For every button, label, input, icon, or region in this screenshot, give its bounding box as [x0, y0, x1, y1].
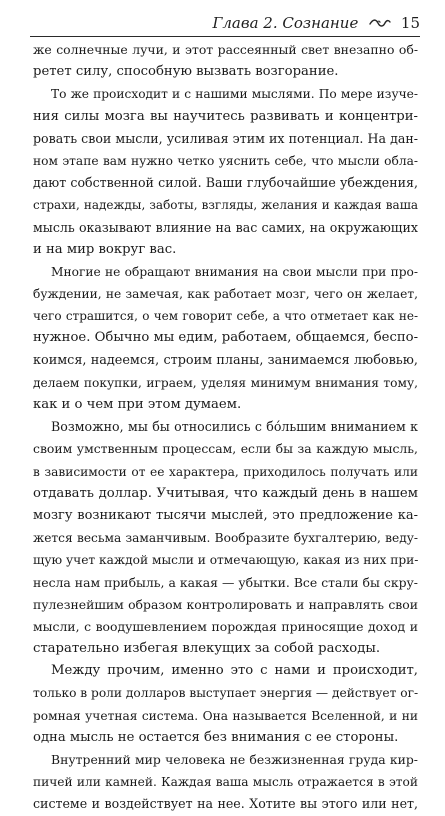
text-line: одна мысль не остается без внимания с ее стороны. [33, 729, 399, 745]
text-line: дают собственной силой. Ваши глубочайшие убеждения, [33, 175, 418, 191]
text-line: отдавать доллар. Учитывая, что каждый день в нашем [33, 485, 418, 501]
chapter-label: Глава 2. [212, 14, 278, 32]
text-line: ния силы мозга вы научитесь развивать и концентри- [33, 108, 418, 124]
text-line: Возможно, мы бы относились с бо́льшим вниманием к [51, 419, 418, 435]
text-line: системе и воздействует на нее. Хотите вы этого или нет, [33, 796, 418, 812]
text-line: ретет силу, способную вызвать возгорание. [33, 64, 339, 80]
text-line: Многие не обращают внимания на свои мысли при про- [51, 264, 418, 279]
text-line: Внутренний мир человека не безжизненная груда кир- [51, 752, 418, 767]
page-number: 15 [400, 14, 420, 32]
text-line: То же происходит и с нашими мыслями. По мере изуче- [51, 87, 418, 102]
text-line: и на мир вокруг вас. [33, 241, 177, 257]
text-line: как и о чем при этом думаем. [33, 397, 242, 412]
text-line: в зависимости от ее характера, приходилось получать или [33, 464, 418, 479]
text-line: мысли, с воодушевлением порождая приносящие доход и [33, 618, 418, 634]
text-line: пулезнейшим образом контролировать и направлять свои [33, 596, 418, 612]
body-text [33, 39, 418, 816]
text-line: нужное. Обычно мы едим, работаем, общаемся, беспо- [33, 330, 418, 346]
text-line: ромная учетная система. Она называется Вселенной, и ни [33, 708, 418, 723]
text-line: только в роли долларов выступает энергия — действует ог- [33, 686, 418, 701]
text-line: Между прочим, именно это с нами и происходит, [51, 663, 418, 679]
text-line: же солнечные лучи, и этот рассеянный свет внезапно об- [33, 42, 418, 57]
text-line: пичей или камней. Каждая ваша мысль отражается в этой [33, 775, 418, 790]
text-line: страхи, надежды, заботы, взгляды, желания и каждая ваша [33, 198, 418, 213]
text-line: ном этапе вам нужно четко уяснить себе, что мысли обла- [33, 153, 418, 168]
text-line: жется весьма заманчивым. Вообразите бухгалтерию, веду- [33, 531, 418, 546]
text-line: несла нам прибыль, а какая — убытки. Все стали бы скру- [33, 574, 418, 590]
section-title: Сознание [282, 14, 359, 32]
running-head-text [212, 14, 420, 33]
text-line: буждении, не замечая, как работает мозг, чего он желает, [33, 287, 418, 302]
text-line: старательно избегая влекущих за собой расходы. [33, 641, 381, 657]
text-line: мозгу возникают тысячи мыслей, это предложение ка- [33, 507, 418, 523]
text-line: коимся, надеемся, строим планы, занимаемся любовью, [33, 352, 418, 368]
text-line: своим умственным процессам, если бы за каждую мысль, [33, 441, 418, 457]
running-head [30, 12, 420, 37]
text-line: чего страшится, о чем говорит себе, а что отметает как не- [33, 309, 418, 324]
text-line: мысль оказывают влияние на вас самих, на окружающих [33, 219, 418, 235]
swash-ornament-icon [369, 14, 391, 32]
text-line: делаем покупки, играем, уделяя минимум внимания тому, [33, 375, 418, 390]
text-line: ровать свои мысли, усиливая этим их потенциал. На дан- [33, 130, 418, 146]
text-line: щую учет каждой мысли и отмечающую, какая из них при- [33, 553, 418, 568]
